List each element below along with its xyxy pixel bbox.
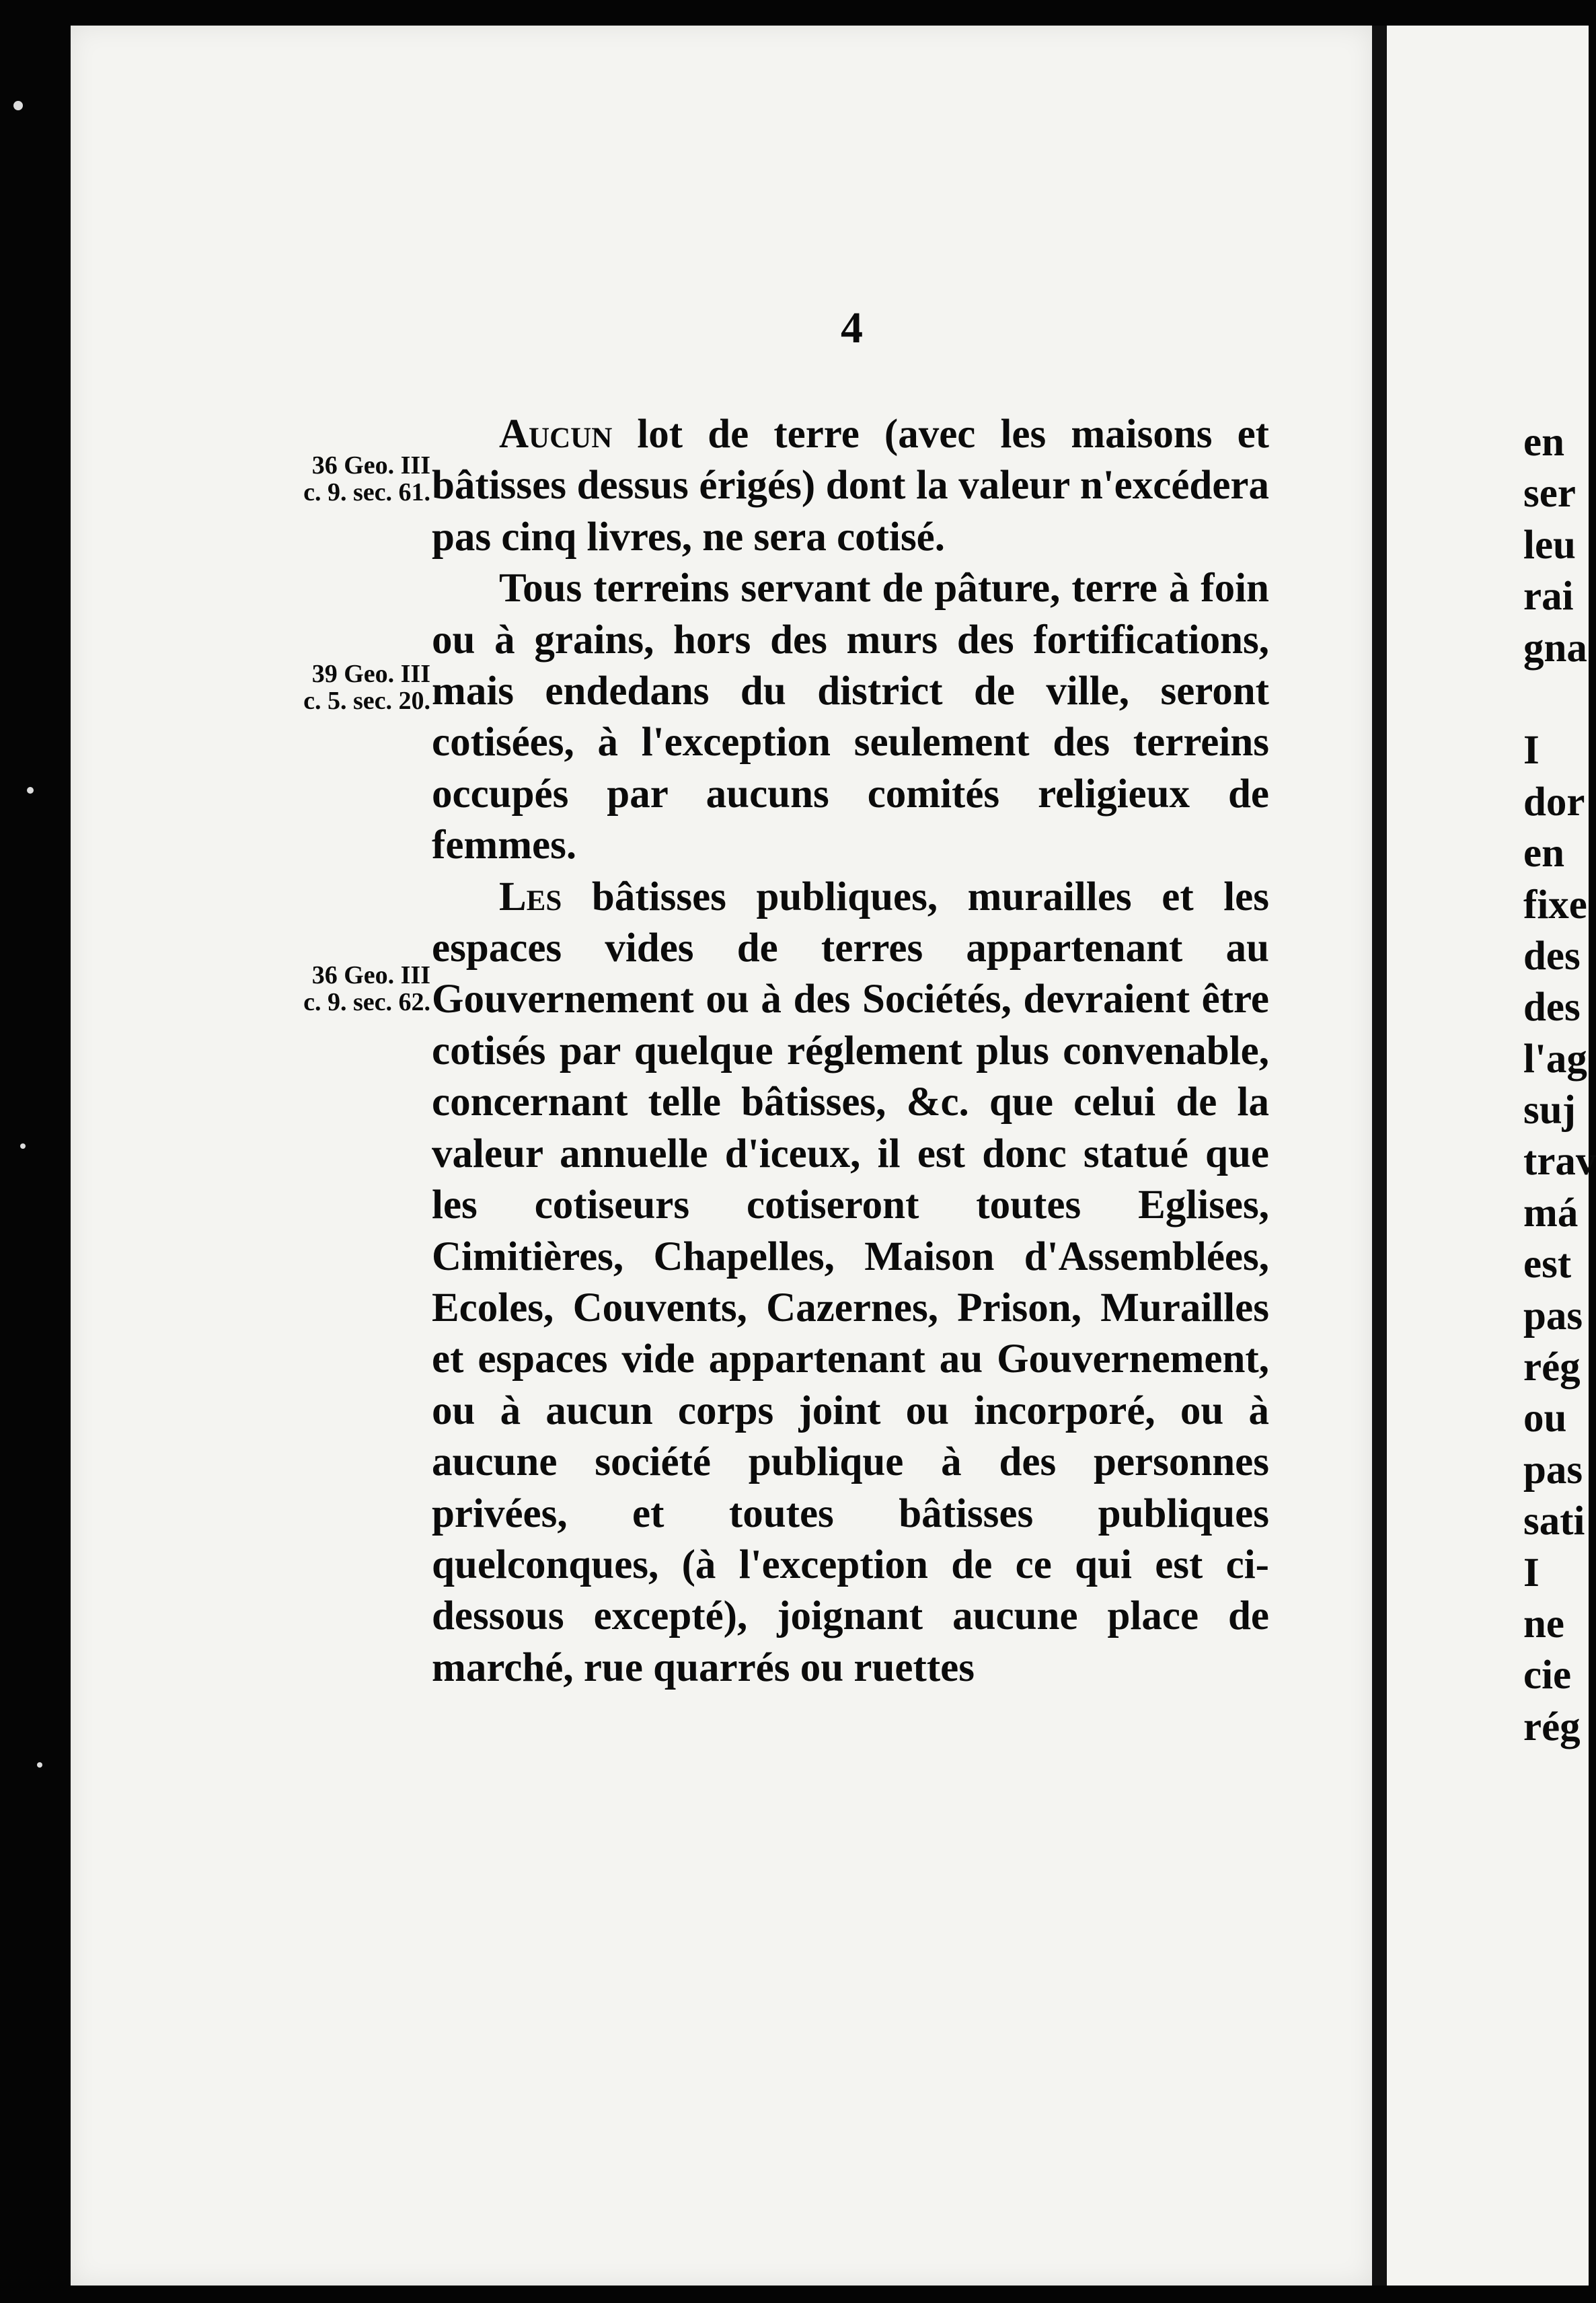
fragment-line: rég (1523, 1704, 1581, 1749)
page-number: 4 (841, 303, 863, 352)
fragment-line: ou (1523, 1396, 1567, 1441)
paragraph-3-lead: Les (499, 874, 562, 919)
fragment-line: gna (1523, 625, 1587, 671)
paragraph-1 (432, 409, 1269, 563)
margin-note-1-line1: 36 Geo. III (311, 451, 430, 480)
scan-speck (37, 1762, 42, 1768)
fragment-line: ne (1523, 1601, 1564, 1647)
fragment-line: I (1523, 728, 1540, 773)
margin-note-1-line2: c. 9. sec. 61. (303, 478, 430, 506)
margin-note-3-line2: c. 9. sec. 62. (303, 988, 430, 1016)
paragraph-3-text: bâtisses publiques, murailles et les espaces vides de terres appartenant au Gouvernement ou à des Sociétés, devraient être cotisés par quelque réglement plus convenable, concernant telle bâtisses, &c. que celui de la valeur annuelle d'iceux, il est donc statué que les cotiseurs cotiseront toutes Eglises, Cimitières, Chapelles, Maison d'Assemblées, Ecoles, Couvents, Cazernes, Prison, Murailles et espaces vide appartenant au Gouvernement, ou à aucun corps joint ou incorporé, ou à aucune société publique à des personnes privées, et toutes bâtisses publiques quelconques, (à l'exception de ce qui est ci-dessous excepté), joignant aucune place de marché, rue quarrés ou ruettes (432, 874, 1269, 1690)
page-gutter (1372, 26, 1387, 2286)
margin-note-2-line2: c. 5. sec. 20. (303, 687, 430, 715)
fragment-line: pas (1523, 1293, 1583, 1338)
fragment-line: cie (1523, 1653, 1572, 1698)
paragraph-2-text: Tous terreins servant de pâture, terre à foin ou à grains, hors des murs des fortifications, mais endedans du district de ville, seront cotisées, à l'exception seulement des terreins occupés par aucuns comités religieux de femmes. (432, 566, 1269, 868)
fragment-line: ser (1523, 471, 1576, 517)
margin-note-3 (215, 962, 430, 1016)
scan-speck (20, 1143, 26, 1149)
scan-speck (13, 101, 23, 110)
fragment-line: má (1523, 1190, 1579, 1236)
fragment-line: leu (1523, 522, 1576, 568)
fragment-line: trav (1523, 1139, 1596, 1184)
fragment-line: pas (1523, 1447, 1583, 1493)
fragment-line: en (1523, 831, 1564, 876)
fragment-line: rai (1523, 574, 1574, 619)
margin-note-2-line1: 39 Geo. III (311, 660, 430, 688)
fragment-line: en (1523, 420, 1564, 465)
margin-note-3-line1: 36 Geo. III (311, 961, 430, 989)
paragraph-3 (432, 872, 1269, 1694)
margin-note-2 (215, 660, 430, 714)
fragment-line: l'ag (1523, 1036, 1587, 1082)
fragment-line (1523, 674, 1596, 725)
scan-speck (27, 787, 34, 794)
fragment-line: fixe (1523, 882, 1587, 928)
margin-note-1 (215, 452, 430, 506)
fragment-line: I (1523, 1550, 1540, 1595)
fragment-line: rég (1523, 1345, 1581, 1390)
fragment-line: des (1523, 933, 1581, 979)
fragment-line: sati (1523, 1499, 1585, 1544)
paragraph-1-lead: Aucun (499, 412, 613, 457)
paragraph-1-text: lot de terre (avec les maisons et bâtisses dessus érigés) dont la valeur n'excédera pas cinq livres, ne sera cotisé. (432, 412, 1269, 560)
adjacent-page-fragments (1523, 417, 1596, 1753)
fragment-line: suj (1523, 1088, 1576, 1133)
fragment-line: est (1523, 1242, 1572, 1287)
body-text (432, 409, 1269, 1694)
paragraph-2 (432, 563, 1269, 871)
fragment-line: dor (1523, 779, 1585, 825)
fragment-line: des (1523, 985, 1581, 1030)
